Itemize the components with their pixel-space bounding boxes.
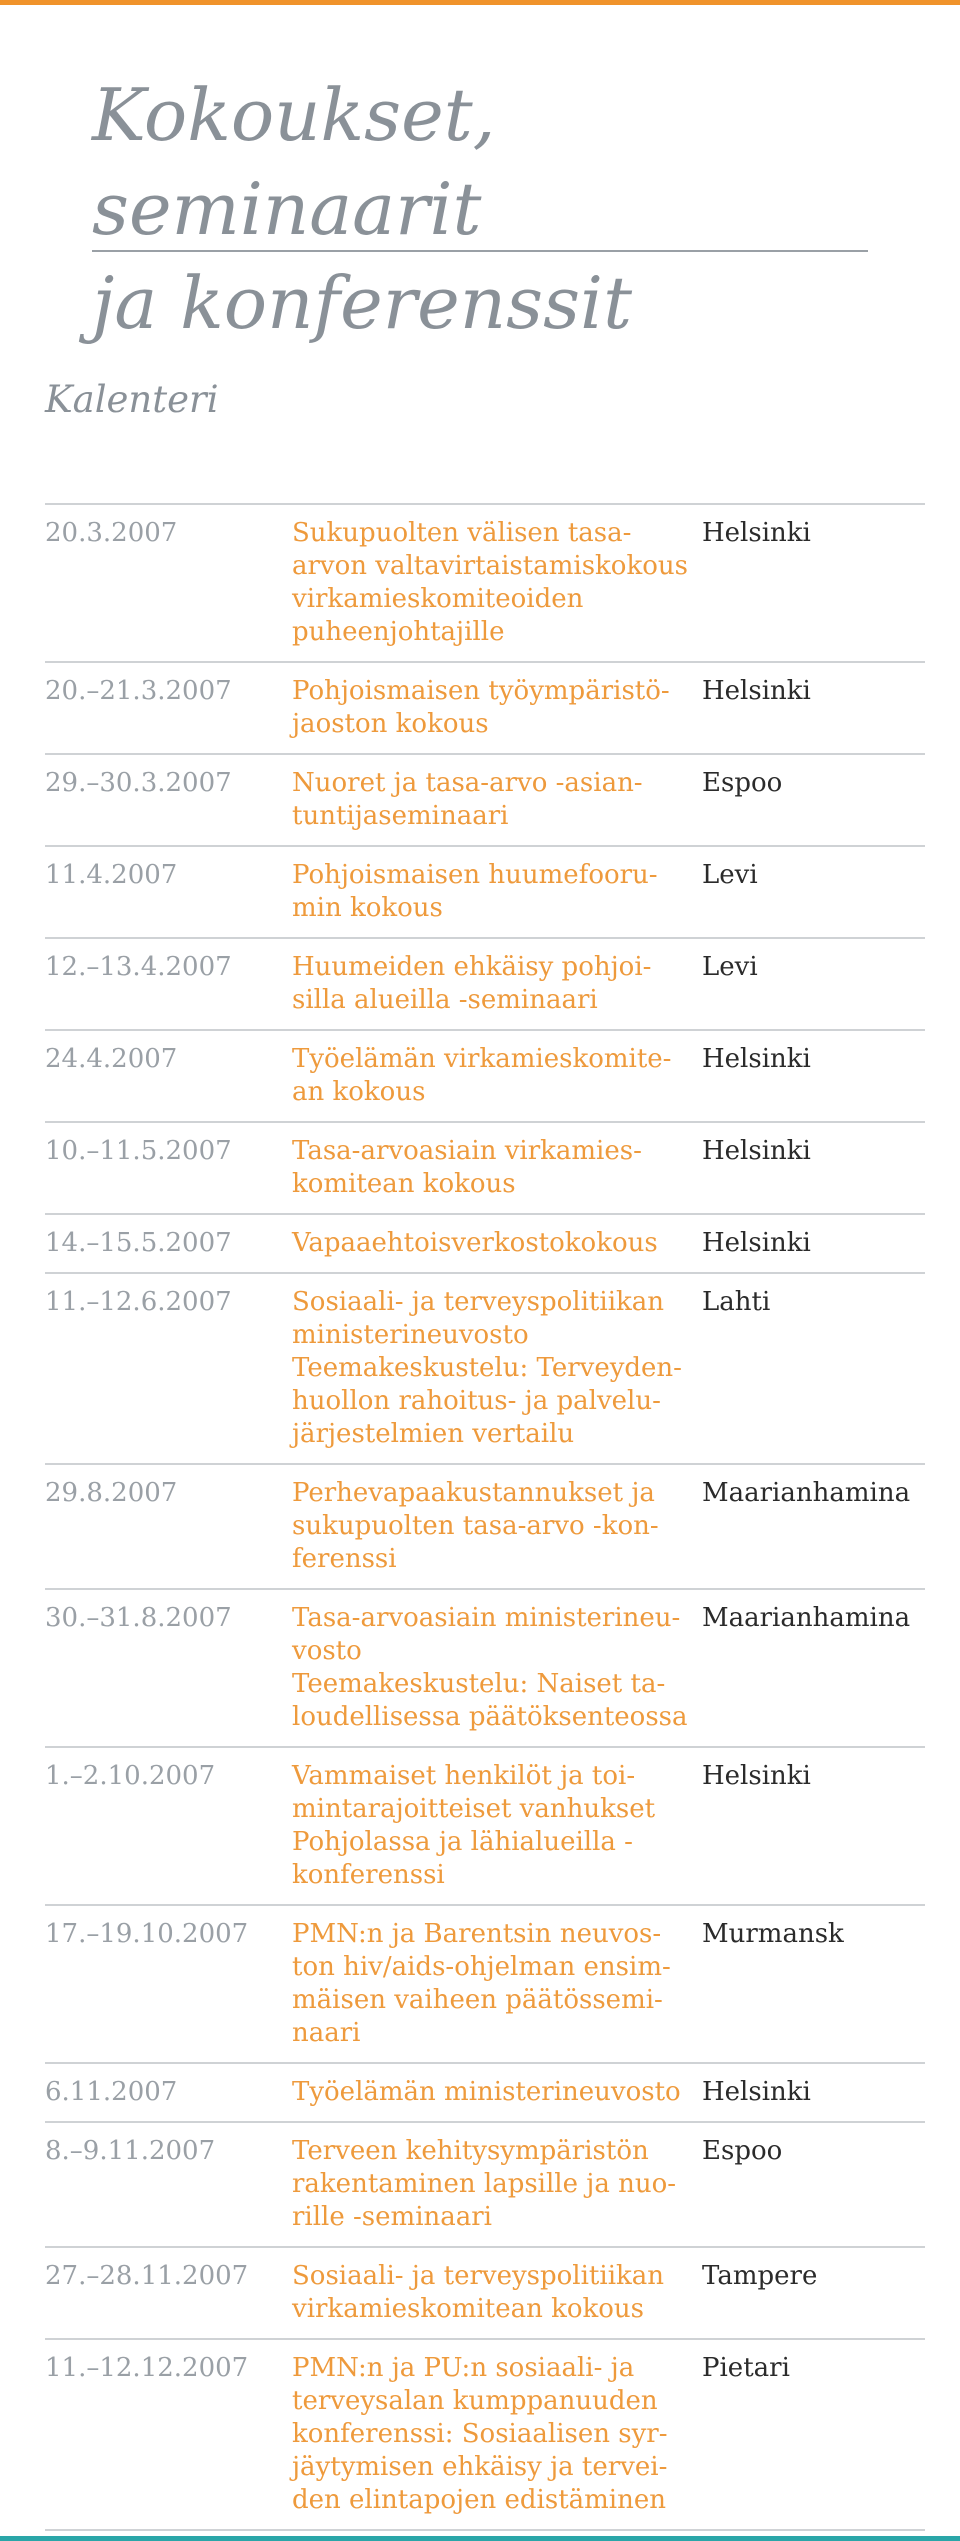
calendar-row [45,847,925,939]
event-location: Murmansk [702,1919,844,1949]
event-location: Maarianhamina [702,1478,911,1508]
event-title: Työelämän virkamieskomite- an kokous [292,1044,672,1107]
event-title: PMN:n ja PU:n sosiaali- ja terveysalan kumppanuuden konferenssi: Sosiaalisen syr- jäytymisen ehkäisy ja tervei- den elintapojen edistäminen [292,2353,668,2515]
event-title: Huumeiden ehkäisy pohjoi- silla alueilla -seminaari [292,952,652,1015]
calendar-row [45,1123,925,1215]
calendar-table [45,503,925,2531]
event-date: 14.–15.5.2007 [45,1228,232,1258]
event-title: Perhevapaakustannukset ja sukupuolten tasa-arvo -kon- ferenssi [292,1478,659,1574]
event-location: Helsinki [702,676,811,706]
event-title: Pohjoismaisen huumefooru- min kokous [292,860,658,923]
calendar-row [45,1274,925,1465]
top-accent-bar [0,0,960,5]
event-title: Sosiaali- ja terveyspolitiikan ministerineuvosto Teemakeskustelu: Terveyden- huollon rahoitus- ja palvelu- järjestelmien vertailu [292,1287,682,1449]
page-title-line-1: Kokoukset, seminaarit [92,73,496,251]
event-date: 6.11.2007 [45,2077,178,2107]
event-title: Sukupuolten välisen tasa- arvon valtavirtaistamiskokous virkamieskomiteoiden puheenjohtajille [292,518,688,647]
event-location: Espoo [702,2136,783,2166]
event-location: Helsinki [702,2077,811,2107]
event-title: Terveen kehitysympäristön rakentaminen lapsille ja nuo- rille -seminaari [292,2136,677,2232]
event-location: Lahti [702,1287,771,1317]
event-date: 17.–19.10.2007 [45,1919,249,1949]
event-title: PMN:n ja Barentsin neuvos- ton hiv/aids-ohjelman ensim- mäisen vaiheen päätössemi- naari [292,1919,671,2048]
event-date: 20.–21.3.2007 [45,676,232,706]
event-title: Tasa-arvoasiain ministerineu- vosto Teemakeskustelu: Naiset ta- loudellisessa päätöksenteossa [292,1603,688,1732]
calendar-row [45,939,925,1031]
event-date: 12.–13.4.2007 [45,952,232,982]
event-date: 11.4.2007 [45,860,178,890]
event-date: 10.–11.5.2007 [45,1136,232,1166]
calendar-row [45,1748,925,1906]
event-location: Helsinki [702,1044,811,1074]
event-location: Espoo [702,768,783,798]
event-location: Helsinki [702,1228,811,1258]
bottom-accent-bar [0,2536,960,2541]
event-location: Tampere [702,2261,818,2291]
calendar-row [45,1465,925,1590]
calendar-row [45,1031,925,1123]
event-title: Pohjoismaisen työympäristö- jaoston kokous [292,676,670,739]
event-date: 27.–28.11.2007 [45,2261,249,2291]
event-title: Nuoret ja tasa-arvo -asian- tuntijaseminaari [292,768,643,831]
event-date: 1.–2.10.2007 [45,1761,216,1791]
title-underline [92,250,868,252]
event-location: Pietari [702,2353,790,2383]
calendar-row [45,2064,925,2123]
event-date: 8.–9.11.2007 [45,2136,216,2166]
event-location: Helsinki [702,1136,811,1166]
calendar-row [45,2248,925,2340]
page-title-line-2: ja konferenssit [92,261,632,345]
calendar-row [45,1215,925,1274]
calendar-row [45,755,925,847]
event-date: 30.–31.8.2007 [45,1603,232,1633]
calendar-row [45,505,925,663]
event-title: Vapaaehtoisverkostokokous [292,1228,658,1258]
event-location: Levi [702,952,758,982]
event-title: Sosiaali- ja terveyspolitiikan virkamieskomitean kokous [292,2261,665,2324]
calendar-row [45,1906,925,2064]
event-date: 20.3.2007 [45,518,178,548]
event-location: Levi [702,860,758,890]
calendar-row [45,663,925,755]
calendar-row [45,2340,925,2531]
calendar-row [45,2123,925,2248]
event-location: Maarianhamina [702,1603,911,1633]
page-title [92,68,872,350]
event-title: Työelämän ministerineuvosto [292,2077,681,2107]
event-title: Vammaiset henkilöt ja toi- mintarajoitteiset vanhukset Pohjolassa ja lähialueilla - konferenssi [292,1761,656,1890]
event-date: 24.4.2007 [45,1044,178,1074]
event-location: Helsinki [702,1761,811,1791]
calendar-row [45,1590,925,1748]
section-heading: Kalenteri [45,378,219,421]
event-location: Helsinki [702,518,811,548]
event-date: 29.8.2007 [45,1478,178,1508]
event-title: Tasa-arvoasiain virkamies- komitean kokous [292,1136,642,1199]
event-date: 29.–30.3.2007 [45,768,232,798]
event-date: 11.–12.12.2007 [45,2353,249,2383]
event-date: 11.–12.6.2007 [45,1287,232,1317]
